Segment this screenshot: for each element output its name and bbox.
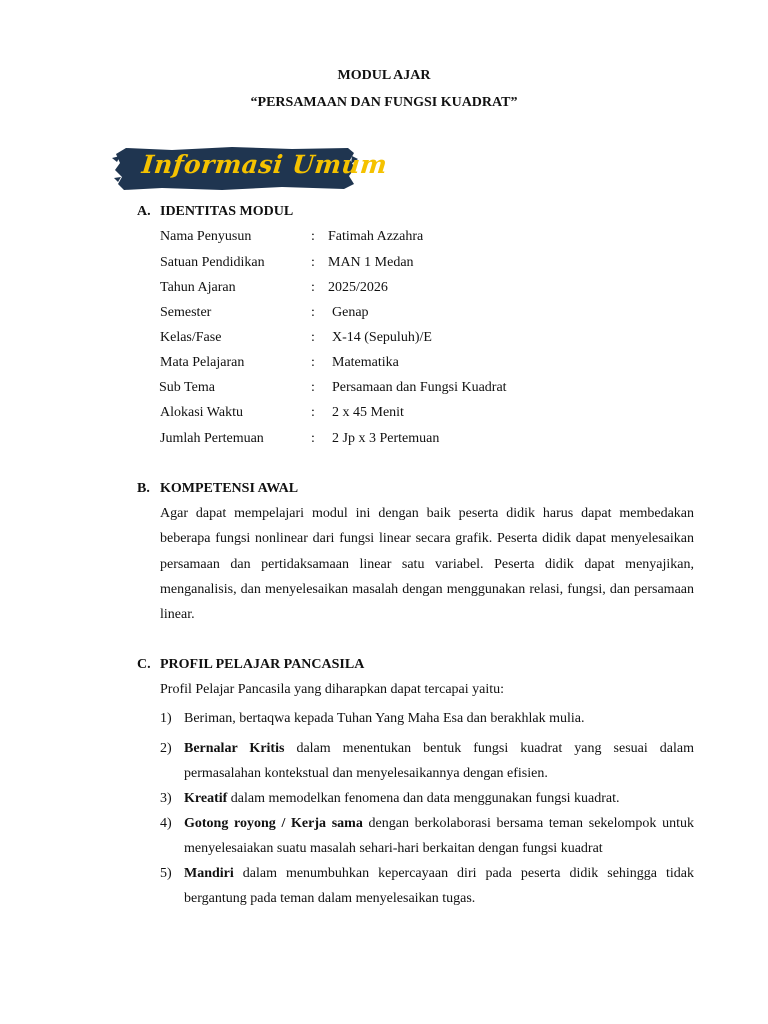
row-value: 2 x 45 Menit [332,405,404,420]
section-a-heading [137,204,293,220]
informasi-umum-banner [112,144,389,192]
section-c-letter: C. [137,657,151,672]
list-number: 1) [160,711,172,726]
row-colon: : [311,380,315,395]
section-a-letter: A. [137,204,151,219]
row-label: Satuan Pendidikan [160,255,265,270]
profil-intro: Profil Pelajar Pancasila yang diharapkan dapat tercapai yaitu: [160,682,505,697]
row-colon: : [311,280,315,295]
row-colon: : [311,330,315,345]
row-colon: : [311,355,315,370]
kompetensi-awal-paragraph: Agar dapat mempelajari modul ini dengan baik peserta didik harus dapat membedakan beberapa fungsi nonlinear dari fungsi linear secara grafik. Peserta didik dapat menyelesaikan persamaan dan pertidaksamaan linear satu variabel. Peserta didik dapat menyajikan, menganalisis, dan menyelesaikan masalah dengan menggunakan relasi, fungsi, dan persamaan linear. [160,506,694,623]
row-value: Persamaan dan Fungsi Kuadrat [332,380,507,395]
list-body [184,736,694,787]
list-text: Beriman, bertaqwa kepada Tuhan Yang Maha Esa dan berakhlak mulia. [184,711,585,726]
section-b-letter: B. [137,481,150,496]
list-bold-term: Bernalar Kritis [184,741,285,756]
row-label: Tahun Ajaran [160,280,236,295]
list-bold-term: Gotong royong / Kerja sama [184,816,363,831]
row-label: Sub Tema [159,380,215,395]
section-c-title: PROFIL PELAJAR PANCASILA [160,657,365,672]
row-label: Semester [160,305,212,320]
row-colon: : [311,255,315,270]
row-value: X-14 (Sepuluh)/E [332,330,432,345]
list-text: dalam menumbuhkan kepercayaan diri pada peserta didik sehingga tidak bergantung pada teman dalam menyelesaikan tugas. [184,866,694,907]
list-bold-term: Kreatif [184,791,228,806]
list-number: 3) [160,791,172,806]
list-number: 2) [160,741,172,756]
row-label: Alokasi Waktu [160,405,243,420]
row-label: Nama Penyusun [160,229,252,244]
list-body [184,706,694,731]
row-value: Fatimah Azzahra [328,229,424,244]
row-value: MAN 1 Medan [328,255,414,270]
row-value: 2 Jp x 3 Pertemuan [332,431,440,446]
row-label: Mata Pelajaran [160,355,245,370]
list-body [184,811,694,862]
list-text: dengan berkolaborasi bersama teman sekelompok untuk menyelesaiakan suatu masalah sehari-hari berkaitan dengan fungsi kuadrat [184,816,694,857]
section-b-title: KOMPETENSI AWAL [160,481,299,496]
list-number: 4) [160,816,172,831]
module-title: MODUL AJAR [337,68,431,83]
list-number: 5) [160,866,172,881]
row-value: 2025/2026 [328,280,388,295]
row-value: Matematika [332,355,399,370]
module-subtitle: “PERSAMAAN DAN FUNGSI KUADRAT” [250,95,518,110]
row-colon: : [311,431,315,446]
list-bold-term: Mandiri [184,866,234,881]
row-label: Jumlah Pertemuan [160,431,264,446]
section-a-title: IDENTITAS MODUL [160,204,294,219]
list-body [184,861,694,912]
list-text: dalam menentukan bentuk fungsi kuadrat yang sesuai dalam permasalahan kontekstual dan menyelesaikannya dengan efisien. [184,741,694,782]
list-body [184,786,694,811]
row-colon: : [311,405,315,420]
list-text: dalam memodelkan fenomena dan data menggunakan fungsi kuadrat. [227,791,620,806]
section-c-heading [137,657,364,673]
row-value: Genap [332,305,369,320]
row-colon: : [311,305,315,320]
row-colon: : [311,229,315,244]
banner-title: Informasi Umum [140,150,389,179]
section-b-heading [137,481,298,497]
row-label: Kelas/Fase [160,330,222,345]
